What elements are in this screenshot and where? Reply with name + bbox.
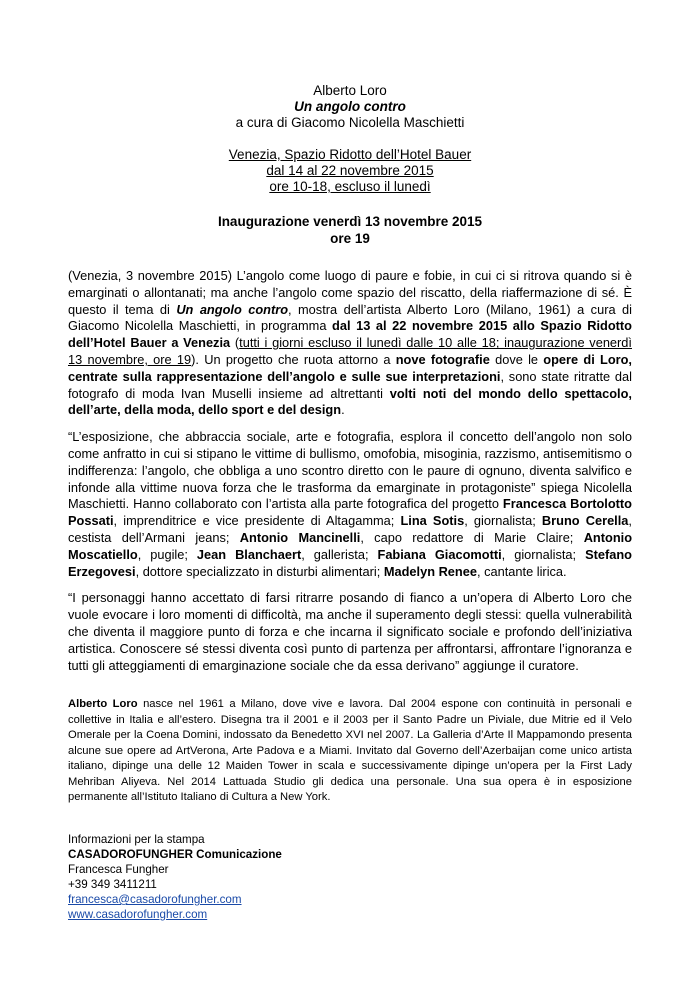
text: , pugile;	[137, 546, 197, 562]
bold-text: nove fotografie	[395, 351, 490, 367]
venue-line: Venezia, Spazio Ridotto dell’Hotel Bauer	[228, 147, 472, 162]
press-release-body	[68, 268, 632, 684]
text: , dottore specializzato in disturbi alimentari;	[135, 563, 384, 579]
collaborator-name: Jean Blanchaert	[196, 546, 302, 562]
text: , cestista dell’Armani jeans;	[68, 513, 632, 545]
paragraph-closing-quote: “I personaggi hanno accettato di farsi ritrarre posando di fianco a un’opera di Alberto Loro che vuole evocare i loro momenti di difficoltà, ma anche il superamento degli stessi: quella vulnerabilità che diventa il maggiore punto di forza e che incarna il significato sociale e profondo dell’iniziativa artistica. Conoscere sé stessi diventa così punto di partenza per affrontarsi, affrontare l’ignoranza e tutti gli atteggiamenti di emarginazione sociale che da essa derivano” aggiunge il curatore.	[68, 590, 632, 673]
dates-line: dal 14 al 22 novembre 2015	[266, 163, 434, 178]
press-contact-block	[68, 832, 282, 922]
contact-phone: +39 349 3411211	[68, 878, 157, 891]
paragraph-curator-quote	[68, 429, 632, 580]
contact-website-link[interactable]: www.casadorofungher.com	[68, 908, 208, 921]
text: , giornalista;	[501, 546, 586, 562]
collaborator-name: Lina Sotis	[400, 513, 465, 529]
curator-line: a cura di Giacomo Nicolella Maschietti	[235, 115, 465, 130]
artist-bio	[68, 697, 632, 806]
artist-name: Alberto Loro	[313, 83, 387, 98]
text: , sono state ritratte dal fotografo di moda Ivan Muselli insieme ad altrettanti	[68, 368, 632, 401]
schedule-underlined: tutti i giorni escluso il lunedì dalle 10 alle 18; inaugurazione venerdì 13 novembre, ore 19	[68, 335, 632, 367]
bio-text: nasce nel 1961 a Milano, dove vive e lavora. Dal 2004 espone con continuità in personali e collettive in Italia e all’estero. Disegna tra il 2001 e il 2003 per il Santo Padre un Piviale, due Mitrie ed il Velo Omerale per la Coena Domini, indossato da Benedetto XVI nel 2007. La Galleria d’Arte Il Mappamondo presenta alcune sue opere ad ArtVerona, Arte Padova e a Miami. Invitato dal Governo dell’Azerbaijan come unico artista italiano, dipinge una delle 12 Maiden Tower in scala e successivamente dipinge un’opera per la First Lady Mehriban Aliyeva. Nel 2014 Lattuada Studio gli dedica una personale. Una sua opera è in esposizione permanente all’Istituto Italiano di Cultura a New York.	[68, 698, 633, 803]
contact-person: Francesca Fungher	[68, 863, 169, 876]
collaborator-name: Stefano Erzegovesi	[68, 546, 632, 579]
exhibition-header	[68, 83, 632, 195]
contact-agency: CASADOROFUNGHER Comunicazione	[68, 848, 282, 861]
inauguration-time: ore 19	[330, 231, 370, 246]
bold-text: opere di Loro, centrate sulla rappresentazione dell’angolo e sulle sue interpretazioni	[68, 351, 632, 384]
bio-paragraph	[68, 697, 632, 806]
collaborator-name: Antonio Mancinelli	[239, 529, 361, 545]
text: (	[230, 335, 240, 351]
inauguration-block	[68, 213, 632, 247]
collaborator-name: Fabiana Giacomotti	[377, 546, 502, 562]
collaborator-name: Antonio Moscatiello	[68, 529, 633, 562]
exhibition-title: Un angolo contro	[294, 99, 406, 114]
text: , mostra dell’artista Alberto Loro (Milano, 1961) a cura di Giacomo Nicolella Maschietti, in programma	[68, 301, 632, 334]
text: “L’esposizione, che abbraccia sociale, arte e fotografia, esplora il concetto dell’angolo non solo come anfratto in cui si stipano le vittime di bullismo, omofobia, misoginia, razzismo, antisemitismo o indifferenza: l’angolo, che obbliga a uno scontro diretto con le paure di ognuno, diventa salvifico e infonde alla vittime nuova forza che le trasforma da emarginate in protagoniste” spiega Nicolella Maschietti. Hanno collaborato con l’artista alla parte fotografica del progetto	[68, 429, 632, 512]
exhibition-title-inline: Un angolo contro	[176, 301, 289, 317]
collaborator-name: Francesca Bortolotto Possati	[68, 496, 632, 529]
collaborator-name: Bruno Cerella	[541, 513, 629, 529]
collaborator-name: Madelyn Renee	[383, 563, 477, 579]
text: , capo redattore di Marie Claire;	[360, 529, 584, 545]
hours-line: ore 10-18, escluso il lunedì	[269, 179, 431, 194]
text: ). Un progetto che ruota attorno a	[191, 351, 396, 367]
text: .	[341, 402, 345, 418]
text: , giornalista;	[464, 513, 542, 529]
text: , cantante lirica.	[476, 563, 567, 579]
text: dove le	[489, 351, 544, 367]
bio-artist-name: Alberto Loro	[68, 698, 138, 710]
paragraph-intro	[68, 268, 632, 419]
text: (Venezia, 3 novembre 2015) L’angolo come luogo di paure e fobie, in cui ci si ritrova quando si è emarginati o allontanati; ma anche l’angolo come spazio del riscatto, della riaffermazione di sé. È questo il tema di	[68, 268, 632, 317]
inauguration-date: Inaugurazione venerdì 13 novembre 2015	[217, 214, 483, 229]
text: , gallerista;	[301, 546, 378, 562]
bold-text: volti noti del mondo dello spettacolo, dell’arte, della moda, dello sport e del design	[68, 385, 632, 418]
contact-email-link[interactable]: francesca@casadorofungher.com	[68, 893, 242, 906]
text: , imprenditrice e vice presidente di Altagamma;	[113, 513, 401, 529]
dates-venue-bold: dal 13 al 22 novembre 2015 allo Spazio Ridotto dell’Hotel Bauer a Venezia	[68, 318, 632, 351]
contact-heading: Informazioni per la stampa	[68, 833, 205, 846]
